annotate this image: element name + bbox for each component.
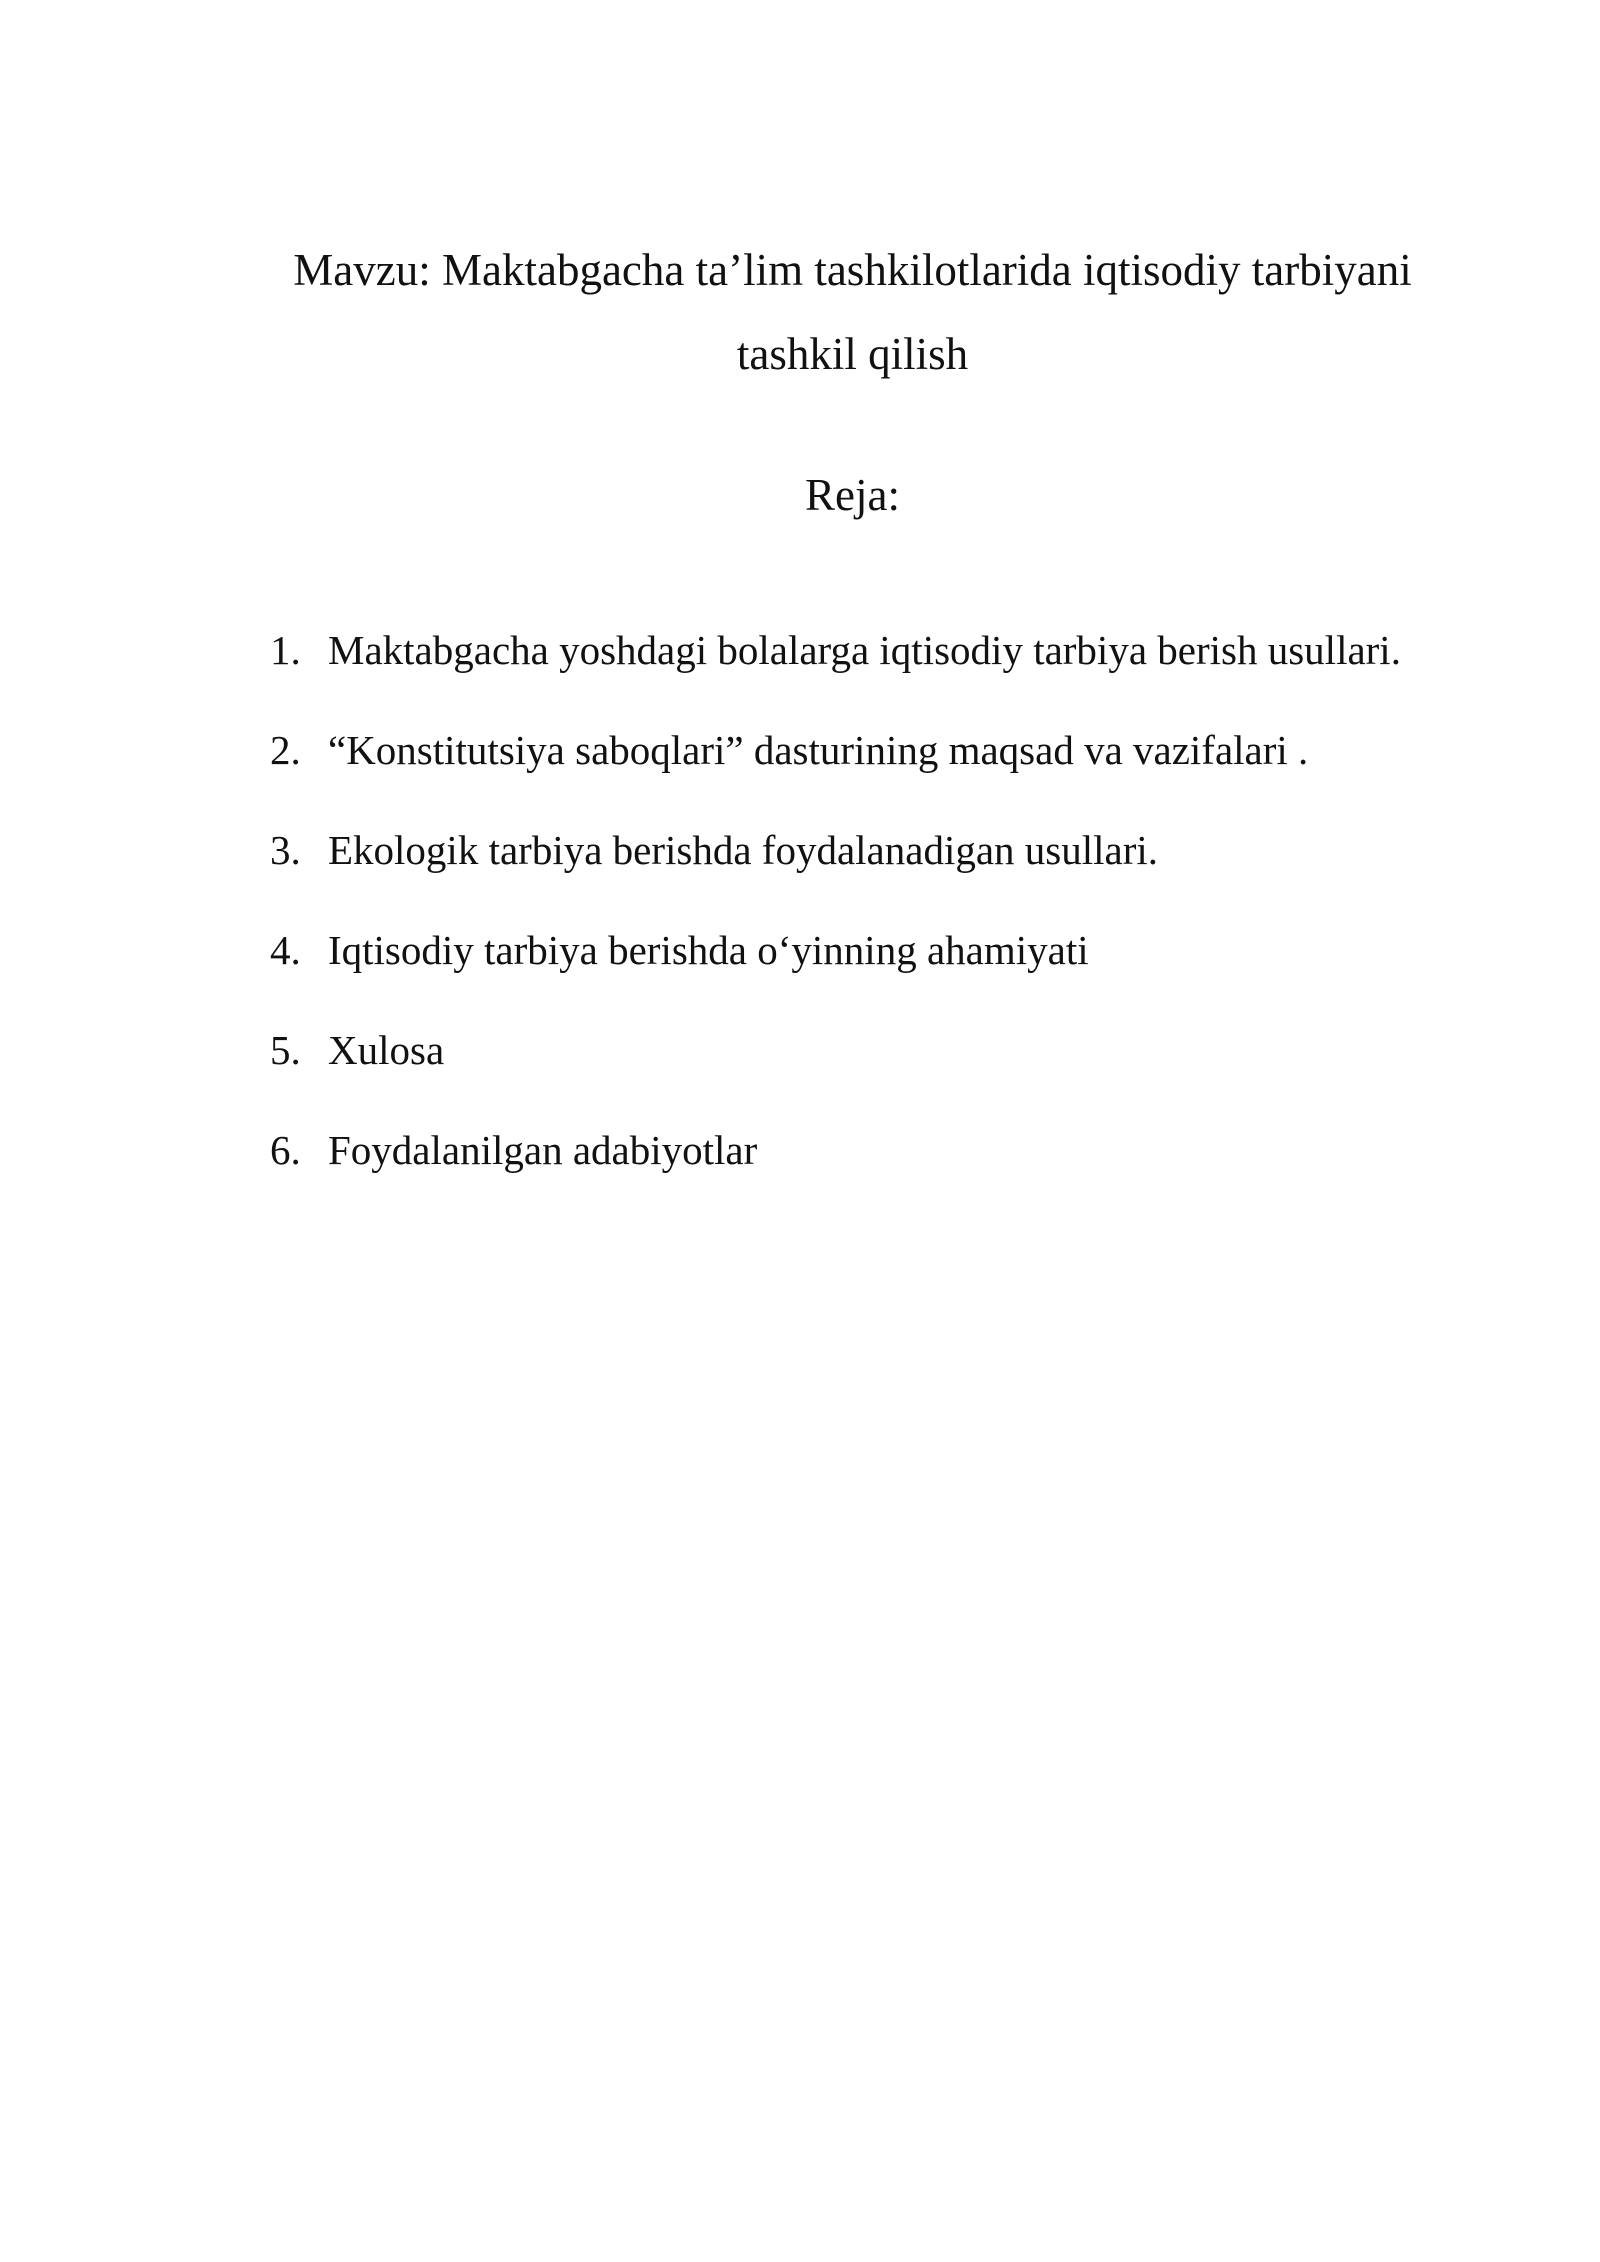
document-title <box>220 228 1485 396</box>
plan-item-number: 3. <box>270 827 301 873</box>
plan-item-number: 5. <box>270 1027 301 1073</box>
title-line-1: Mavzu: Maktabgacha ta’lim tashkilotlarida iqtisodiy tarbiyani <box>293 245 1412 295</box>
plan-item-text: Foydalanilgan adabiyotlar <box>328 1127 758 1173</box>
plan-item-3 <box>270 820 1530 920</box>
plan-item-4 <box>270 920 1530 1020</box>
plan-item-2 <box>270 720 1530 820</box>
plan-item-number: 6. <box>270 1127 301 1173</box>
plan-item-text: Ekologik tarbiya berishda foydalanadigan usullari. <box>328 827 1159 873</box>
plan-item-1 <box>270 620 1530 720</box>
plan-list <box>270 620 1530 1220</box>
plan-item-text: Maktabgacha yoshdagi bolalarga iqtisodiy tarbiya berish usullari. <box>328 627 1401 673</box>
plan-item-number: 1. <box>270 627 301 673</box>
plan-heading: Reja: <box>805 470 900 520</box>
plan-item-6 <box>270 1120 1530 1220</box>
title-line-2: tashkil qilish <box>736 329 969 379</box>
plan-item-text: Iqtisodiy tarbiya berishda o‘yinning ahamiyati <box>328 927 1089 973</box>
plan-item-number: 2. <box>270 727 301 773</box>
plan-item-text: “Konstitutsiya saboqlari” dasturining maqsad va vazifalari . <box>328 727 1309 773</box>
plan-item-number: 4. <box>270 927 301 973</box>
plan-item-5 <box>270 1020 1530 1120</box>
plan-item-text: Xulosa <box>328 1027 445 1073</box>
